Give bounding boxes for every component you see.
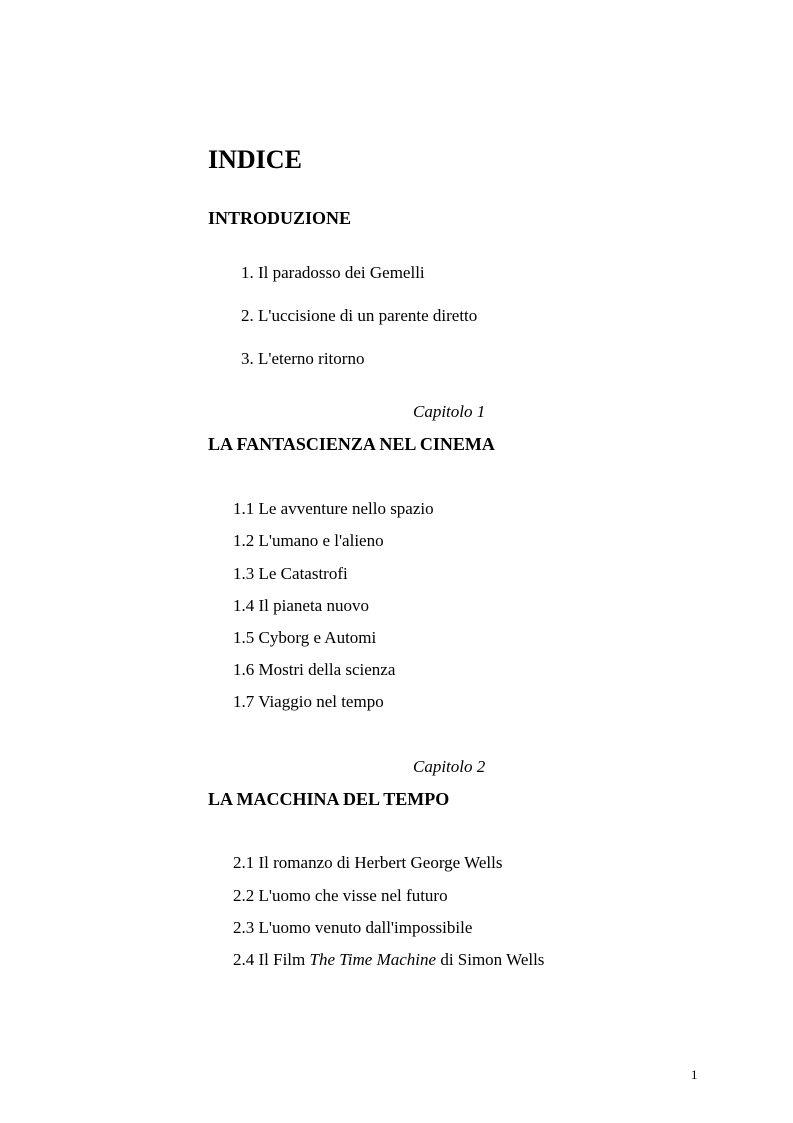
chapter-2-item: 2.2 L'uomo che visse nel futuro	[233, 886, 448, 905]
chapter-1-item: 1.7 Viaggio nel tempo	[233, 692, 384, 711]
chapter-2-item: 2.1 Il romanzo di Herbert George Wells	[233, 853, 503, 872]
film-title: The Time Machine	[309, 950, 437, 969]
chapter-2-heading: LA MACCHINA DEL TEMPO	[208, 789, 450, 809]
chapter-1-item: 1.1 Le avventure nello spazio	[233, 499, 434, 518]
chapter-1-item: 1.3 Le Catastrofi	[233, 564, 348, 583]
intro-item: 2. L'uccisione di un parente diretto	[241, 306, 478, 325]
chapter-1-item: 1.5 Cyborg e Automi	[233, 628, 377, 647]
chapter-1-item: 1.6 Mostri della scienza	[233, 660, 396, 679]
index-title: INDICE	[208, 145, 302, 174]
chapter-2-label: Capitolo 2	[413, 757, 486, 776]
introduction-heading: INTRODUZIONE	[208, 208, 352, 228]
chapter-2-item-film	[233, 951, 544, 968]
chapter-2-item: 2.3 L'uomo venuto dall'impossibile	[233, 918, 473, 937]
chapter-1-item: 1.4 Il pianeta nuovo	[233, 596, 369, 615]
chapter-1-heading: LA FANTASCIENZA NEL CINEMA	[208, 434, 495, 454]
intro-item: 3. L'eterno ritorno	[241, 349, 365, 368]
page-number: 1	[691, 1067, 698, 1082]
intro-item: 1. Il paradosso dei Gemelli	[241, 263, 425, 282]
chapter-1-label: Capitolo 1	[413, 402, 486, 421]
film-item-suffix: di Simon Wells	[436, 950, 545, 969]
chapter-1-item: 1.2 L'umano e l'alieno	[233, 531, 384, 550]
film-item-prefix: 2.4 Il Film	[233, 950, 310, 969]
